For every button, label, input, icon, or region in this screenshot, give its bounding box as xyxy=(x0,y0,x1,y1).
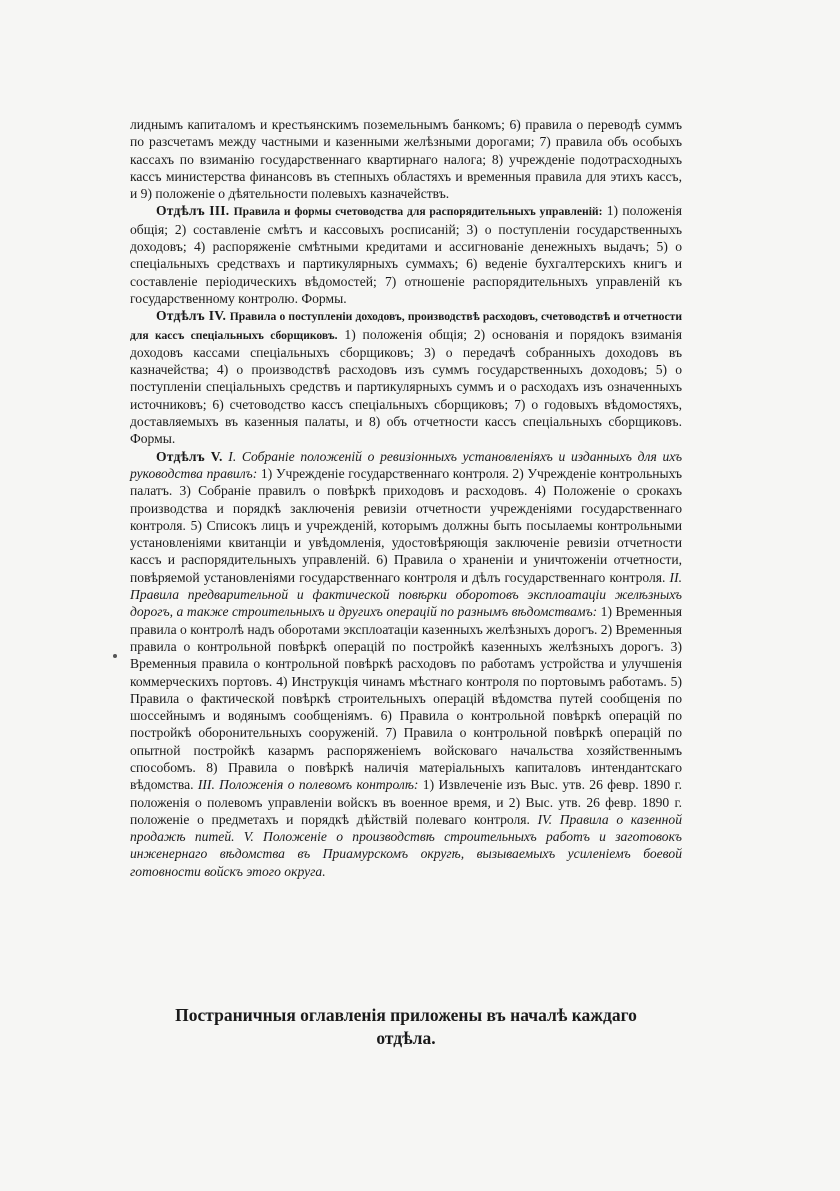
section-5-label: Отдѣлъ V. xyxy=(156,448,223,464)
section-4-body: 1) положенія общія; 2) основанія и порядокъ взиманія доходовъ кассами спеціальныхъ сборщиковъ; 3) о передачѣ собранныхъ доходовъ въ казначейства; 4) о производствѣ расходовъ изъ суммъ государственныхъ доходовъ; 5) о поступленіи спеціальныхъ средствъ и партикулярныхъ суммъ и о расходахъ изъ означенныхъ источниковъ; 6) счетоводство кассъ спеціальныхъ сборщиковъ; 7) о годовыхъ вѣдомостяхъ, доставляемыхъ въ казенныя палаты, и 8) объ отчетности кассъ спеціальныхъ сборщиковъ. Формы. xyxy=(130,326,682,447)
section-4-title: Правила о поступленіи доходовъ, производствѣ расходовъ, счетоводствѣ и отчетности для кассъ спеціальныхъ сборщиковъ. xyxy=(130,310,682,342)
section-5-part-1-body: 1) Учрежденіе государственнаго контроля. 2) Учрежденіе контрольныхъ палатъ. 3) Собраніе правилъ о повѣркѣ приходовъ и расходовъ. 4) Положеніе о срокахъ производства и порядкѣ заключенія ревизіи отчетности учрежденіями государственнаго контроля. 5) Списокъ лицъ и учрежденій, которымъ должны быть посылаемы контрольными установленіями квитанціи и увѣдомленія, удостовѣряющія заключеніе ревизіи отчетности кассъ и распорядительныхъ управленій. 6) Правила о храненіи и уничтоженіи отчетности, повѣряемой установленіями государственнаго контроля и дѣлъ государственнаго контроля. xyxy=(130,465,682,585)
footer-line-1: Постраничныя оглавленія приложены въ началѣ каждаго xyxy=(175,1005,637,1025)
section-5-part-3-title: III. Положенія о полевомъ контролѣ: xyxy=(197,777,419,793)
body-text xyxy=(130,116,682,880)
section-4-paragraph xyxy=(130,307,682,447)
section-5-part-2-title: II. Правила предварительной и фактической повѣрки оборотовъ эксплоатаціи желѣзныхъ дорогъ, а также строительныхъ и другихъ операцій по разнымъ вѣдомствамъ: xyxy=(130,569,682,620)
intro-paragraph: лиднымъ капиталомъ и крестьянскимъ поземельнымъ банкомъ; 6) правила о переводѣ суммъ по разсчетамъ между частными и казенными желѣзными дорогами; 7) правила объ особыхъ кассахъ по взиманію государственнаго квартирнаго налога; 8) учрежденіе подотрасходныхъ кассъ министерства финансовъ въ степныхъ областяхъ и временныя правила для этихъ кассъ, и 9) положеніе о дѣятельности полевыхъ казначействъ. xyxy=(130,117,682,202)
section-5-paragraph xyxy=(130,448,682,880)
margin-mark xyxy=(113,654,117,658)
footer-line-2: отдѣла. xyxy=(376,1028,436,1048)
section-5-part-1-title: I. Собраніе положеній о ревизіонныхъ установленіяхъ и изданныхъ для ихъ руководства правилъ: xyxy=(130,448,683,481)
footer-note xyxy=(130,1004,682,1050)
section-5-part-3-body: 1) Извлеченіе изъ Выс. утв. 26 февр. 1890 г. положенія о полевомъ управленіи войскъ въ военное время, и 2) Выс. утв. 26 февр. 1890 г. положеніе о предметахъ и порядкѣ дѣйствій полеваго контроля. xyxy=(130,777,683,827)
section-4-label: Отдѣлъ IV. xyxy=(156,308,227,324)
section-3-body: 1) положенія общія; 2) составленіе смѣтъ и кассовыхъ росписаній; 3) о поступленіи государственныхъ доходовъ; 4) распоряженіе смѣтными кредитами и ассигнованіе денежныхъ выдачъ; 5) о спеціальныхъ средствахъ и партикулярныхъ суммахъ; 6) веденіе бухгалтерскихъ книгъ и составленіе періодическихъ вѣдомостей; 7) отношеніе распорядительныхъ управленій къ государственному контролю. Формы. xyxy=(130,203,682,306)
section-3-paragraph xyxy=(130,202,682,307)
section-5-part-4-title: IV. Правила о казенной продажѣ питей. V. Положеніе о производствѣ строительныхъ работъ и заготовокъ инженернаго вѣдомства въ Приамурскомъ округѣ, вызываемыхъ усиленіемъ боевой готовности войскъ этого округа. xyxy=(130,811,683,879)
section-3-title: Правила и формы счетоводства для распорядительныхъ управленій: xyxy=(233,205,603,219)
section-3-label: Отдѣлъ III. xyxy=(156,203,230,219)
section-5-part-2-body: 1) Временныя правила о контролѣ надъ оборотами эксплоатаціи казенныхъ желѣзныхъ дорогъ. 2) Временныя правила о контрольной повѣркѣ операцій по постройкѣ казенныхъ желѣзныхъ дорогъ. 3) Временныя правила о контрольной повѣркѣ расходовъ по работамъ устройства и улучшенія коммерческихъ портовъ. 4) Инструкція чинамъ мѣстнаго контроля по портовымъ работамъ. 5) Правила о фактической повѣркѣ строительныхъ операцій вѣдомства путей сообщенія по шоссейнымъ и водянымъ сообщеніямъ. 6) Правила о контрольной повѣркѣ операцій по постройкѣ оборонительныхъ сооруженій. 7) Правила о контрольной повѣркѣ операцій по опытной постройкѣ казармъ распоряженіемъ войсковаго начальства хозяйственнымъ способомъ. 8) Правила о повѣркѣ наличія матеріальныхъ капиталовъ интендантскаго вѣдомства. xyxy=(130,604,682,793)
